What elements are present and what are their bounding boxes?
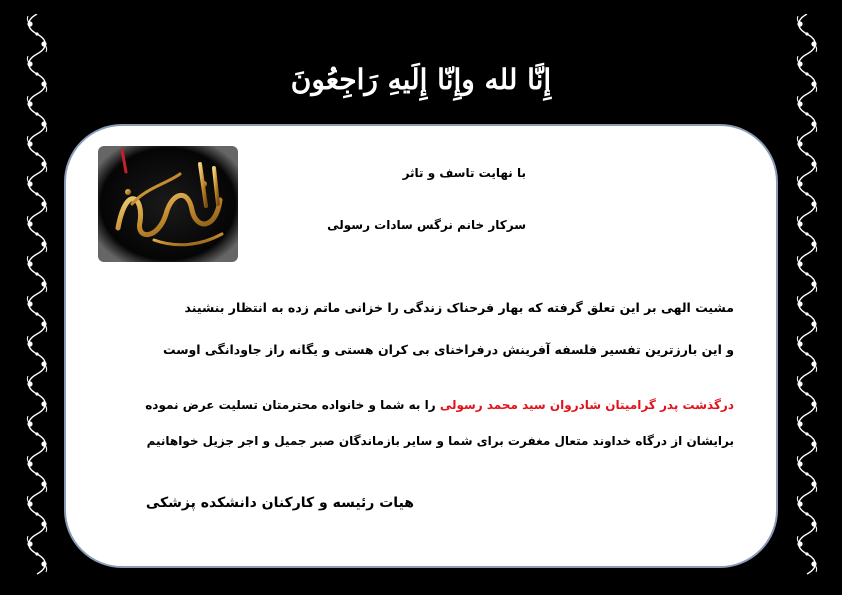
quran-verse-heading: إِنَّا لله وإِنّا إِلَيهِ رَاجِعُونَ <box>290 63 552 96</box>
message-line-3 <box>145 398 734 412</box>
intro-line: با نهایت تاسف و تاثر <box>402 166 526 180</box>
calligraphy-logo-image <box>96 144 240 264</box>
message-line-3-rest: را به شما و خانواده محترمتان تسلیت عرض نموده <box>145 398 440 412</box>
recipient-name-line: سرکار خانم نرگس سادات رسولی <box>327 218 526 232</box>
signature-line: هیات رئیسه و کارکنان دانشکده پزشکی <box>145 495 414 511</box>
message-line-1: مشیت الهی بر این تعلق گرفته که بهار فرحناک زندگی را خزانی ماتم زده به انتظار بنشیند <box>184 300 734 315</box>
message-line-4: برایشان از درگاه خداوند متعال مغفرت برای شما و سایر بازماندگان صبر جمیل و اجر جزیل خواهانیم <box>146 434 734 448</box>
message-line-2: و این بارزترین تفسیر فلسفه آفرینش درفراخنای بی کران هستی و یگانه راز جاودانگی اوست <box>162 342 734 357</box>
deceased-name-highlight: درگذشت پدر گرامیتان شادروان سید محمد رسولی <box>439 398 734 412</box>
